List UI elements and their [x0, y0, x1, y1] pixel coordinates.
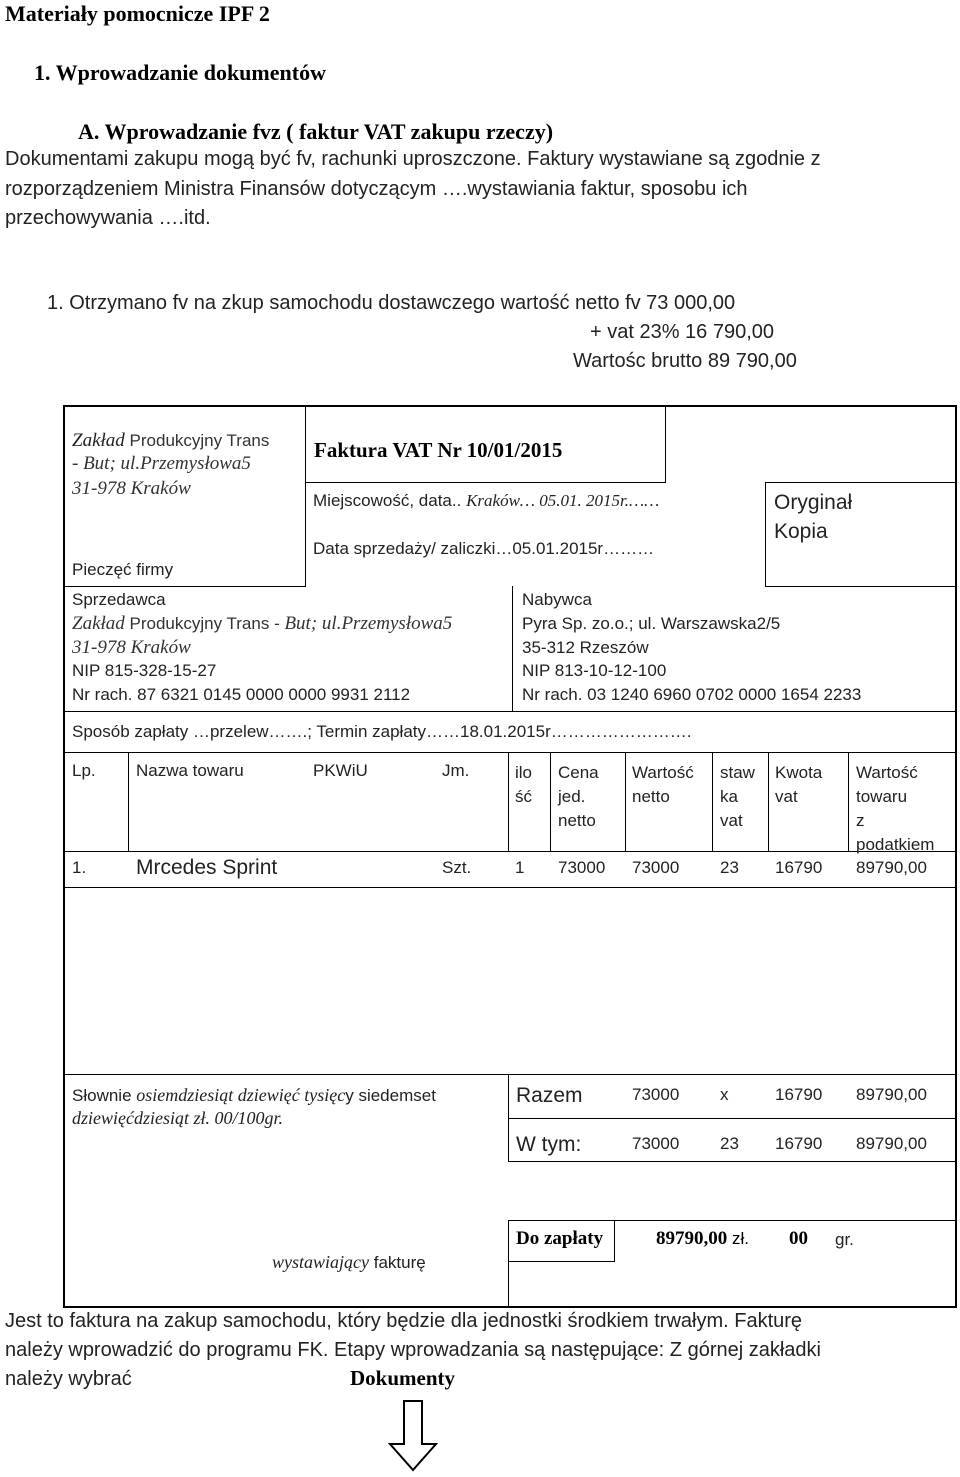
- col-rate: [720, 761, 755, 833]
- due-amount: [656, 1228, 749, 1250]
- col-gross: [856, 761, 934, 857]
- col-price: [558, 761, 599, 833]
- col-line-gross: [848, 752, 849, 852]
- col-pkwiu: PKWiU: [313, 761, 368, 780]
- col-price-1: Cena: [558, 763, 599, 782]
- title-box-bottom: [305, 482, 666, 483]
- due-gr-value: 00: [789, 1228, 808, 1249]
- total-gross: 89790,00: [856, 1085, 927, 1104]
- col-lp: Lp.: [72, 761, 96, 780]
- party-divider: [512, 586, 513, 712]
- row-qty: 1: [515, 858, 525, 877]
- issuer-b: fakturę: [369, 1253, 426, 1272]
- row-net: 73000: [632, 858, 680, 877]
- place-date-value: Kraków… 05.01. 2015r.……: [466, 491, 660, 510]
- issuer-signature-label: [272, 1252, 426, 1273]
- example-line-2: + vat 23% 16 790,00: [590, 321, 775, 343]
- col-unit: Jm.: [442, 761, 470, 780]
- due-gr-label: gr.: [835, 1230, 854, 1249]
- incl-rate: 23: [720, 1134, 739, 1153]
- issuer-a: wystawiający: [272, 1252, 369, 1272]
- footer-line-2: należy wprowadzić do programu FK. Etapy wprowadzania są następujące: Z górnej zakładki: [5, 1339, 821, 1361]
- original-box-left: [765, 482, 766, 587]
- buyer-name: Pyra Sp. zo.o.; ul. Warszawska2/5: [522, 614, 781, 633]
- amount-in-words-line-2: dziewięćdziesiąt zł. 00/100gr.: [72, 1108, 283, 1128]
- place-date-label: Miejscowość, data..: [313, 491, 467, 510]
- title-box-right: [665, 405, 666, 483]
- due-amount-value: 89790,00: [656, 1228, 728, 1249]
- col-rate-1: staw: [720, 763, 755, 782]
- copy-label: Kopia: [774, 520, 828, 543]
- seller-stamp-line-2: [72, 453, 251, 475]
- section-heading: 1. Wprowadzanie dokumentów: [34, 60, 326, 85]
- col-qty-2: ść: [515, 787, 532, 806]
- footer-line-3: należy wybrać: [5, 1368, 132, 1390]
- seller-label: Sprzedawca: [72, 590, 166, 609]
- example-line-3: Wartośc brutto 89 790,00: [573, 350, 797, 372]
- col-name: Nazwa towaru: [136, 761, 244, 780]
- due-label: Do zapłaty: [516, 1228, 604, 1249]
- col-gross-1: Wartość: [856, 763, 918, 782]
- sale-date: Data sprzedaży/ zaliczki…05.01.2015r………: [313, 539, 655, 558]
- border-top: [63, 405, 957, 407]
- down-arrow-icon: [388, 1400, 438, 1477]
- col-qty-1: ilo: [515, 763, 533, 782]
- original-box-top: [765, 482, 956, 483]
- table-header-bottom: [65, 851, 956, 852]
- col-vat: [775, 761, 822, 809]
- row-price: 73000: [558, 858, 606, 877]
- totals-bottom: [508, 1161, 956, 1162]
- incl-gross: 89790,00: [856, 1134, 927, 1153]
- border-bottom: [63, 1306, 957, 1308]
- totals-mid: [508, 1118, 956, 1119]
- stamp-label: Pieczęć firmy: [72, 560, 174, 579]
- words-a: osiemdziesiąt dziewięć tysięc: [136, 1085, 346, 1105]
- row-unit: Szt.: [442, 858, 472, 877]
- subsection-heading: A. Wprowadzanie fvz ( faktur VAT zakupu rzeczy): [78, 119, 554, 144]
- original-label: Oryginał: [774, 491, 853, 514]
- col-rate-3: vat: [720, 811, 743, 830]
- row-name: Mrcedes Sprint: [136, 856, 278, 879]
- stamp-divider: [305, 405, 306, 587]
- col-price-2: jed.: [558, 787, 586, 806]
- due-box-top: [508, 1220, 956, 1221]
- border-right: [955, 405, 957, 1308]
- col-net-1: Wartość: [632, 763, 694, 782]
- col-gross-4: podatkiem: [856, 835, 935, 854]
- buyer-account: Nr rach. 03 1240 6960 0702 0000 1654 2233: [522, 685, 862, 704]
- col-rate-2: ka: [720, 787, 738, 806]
- seller-name: [72, 613, 452, 635]
- amount-in-words-line-1: [72, 1085, 436, 1106]
- table-top: [65, 752, 956, 753]
- total-rate: x: [720, 1085, 729, 1104]
- seller-name-a: Zakład: [72, 613, 125, 634]
- incl-label: W tym:: [516, 1133, 582, 1156]
- col-line-rate: [712, 752, 713, 852]
- row-lp: 1.: [72, 858, 87, 877]
- col-line-price: [550, 752, 551, 852]
- row-bottom: [65, 887, 956, 888]
- col-gross-3: z: [856, 811, 865, 830]
- seller-stamp-street: - But; ul.Przemysłowa5: [72, 453, 251, 474]
- col-net-2: netto: [632, 787, 670, 806]
- intro-line-1: Dokumentami zakupu mogą być fv, rachunki uproszczone. Faktury wystawiane są zgodnie z: [5, 148, 821, 170]
- seller-stamp-line-1: Zakład Produkcyjny Trans: [72, 430, 270, 451]
- col-price-3: netto: [558, 811, 596, 830]
- words-label: Słownie: [72, 1086, 137, 1105]
- seller-name-c: But; ul.Przemysłowa5: [284, 613, 453, 634]
- place-date: [313, 491, 659, 511]
- col-vat-1: Kwota: [775, 763, 823, 782]
- original-box-bottom: [765, 586, 956, 587]
- due-label-bottom: [508, 1261, 615, 1262]
- menu-item-dokumenty: Dokumenty: [350, 1366, 456, 1390]
- col-line-qty: [508, 752, 509, 852]
- col-qty: [515, 761, 532, 809]
- table-bottom: [65, 1074, 956, 1075]
- col-net: [632, 761, 694, 809]
- document-title: Materiały pomocnicze IPF 2: [5, 1, 270, 26]
- incl-net: 73000: [632, 1134, 680, 1153]
- row-rate: 23: [720, 858, 739, 877]
- seller-stamp-line-3: 31-978 Kraków: [72, 478, 191, 499]
- seller-name-b: Produkcyjny Trans -: [124, 614, 285, 633]
- border-left: [63, 405, 65, 1308]
- example-line-1: 1. Otrzymano fv na zkup samochodu dostawczego wartość netto fv 73 000,00: [47, 292, 736, 314]
- due-label-divider: [614, 1220, 615, 1262]
- buyer-label: Nabywca: [522, 590, 592, 609]
- total-net: 73000: [632, 1085, 680, 1104]
- words-b: y siedemset: [345, 1086, 436, 1105]
- due-zl: zł.: [727, 1229, 749, 1248]
- buyer-city: 35-312 Rzeszów: [522, 638, 649, 657]
- seller-nip: NIP 815-328-15-27: [72, 661, 217, 680]
- footer-line-1: Jest to faktura na zakup samochodu, który będzie dla jednostki środkiem trwałym. Fakturę: [5, 1310, 803, 1332]
- total-vat: 16790: [775, 1085, 823, 1104]
- due-box-left: [508, 1220, 509, 1307]
- seller-account: Nr rach. 87 6321 0145 0000 0000 9931 2112: [72, 685, 411, 704]
- payment-terms: Sposób zapłaty …przelew…….; Termin zapłaty……18.01.2015r…………………….: [72, 722, 692, 741]
- col-gross-2: towaru: [856, 787, 908, 806]
- col-line-vat: [768, 752, 769, 852]
- row-vat: 16790: [775, 858, 823, 877]
- total-label: Razem: [516, 1084, 583, 1107]
- invoice-title: Faktura VAT Nr 10/01/2015: [314, 438, 563, 462]
- intro-line-3: przechowywania ….itd.: [5, 207, 211, 229]
- col-line-net: [625, 752, 626, 852]
- incl-vat: 16790: [775, 1134, 823, 1153]
- party-bottom: [65, 711, 956, 712]
- row-gross: 89790,00: [856, 858, 927, 877]
- intro-line-2: rozporządzeniem Ministra Finansów dotyczącym ….wystawiania faktur, sposobu ich: [5, 178, 748, 200]
- seller-city: 31-978 Kraków: [72, 637, 191, 658]
- col-vat-2: vat: [775, 787, 798, 806]
- col-line-lp: [128, 752, 129, 852]
- stamp-bottom: [65, 586, 306, 587]
- buyer-nip: NIP 813-10-12-100: [522, 661, 667, 680]
